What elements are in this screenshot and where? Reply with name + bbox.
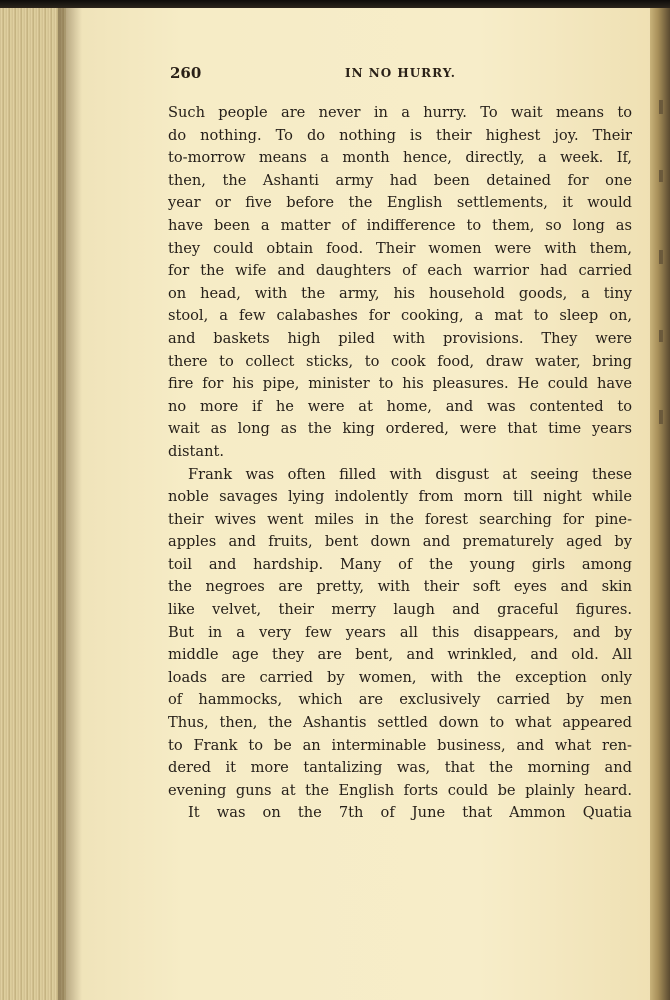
edge-text-bleed bbox=[659, 410, 663, 424]
text-line: like velvet, their merry laugh and graceful figures. bbox=[168, 601, 632, 619]
text-line: middle age they are bent, and wrinkled, and old. All bbox=[168, 646, 632, 664]
text-line: to-morrow means a month hence, directly, a week. If, bbox=[168, 149, 632, 167]
text-line: on head, with the army, his household goods, a tiny bbox=[168, 284, 632, 302]
text-line: then, the Ashanti army had been detained for one bbox=[168, 171, 632, 189]
text-line: there to collect sticks, to cook food, draw water, bring bbox=[168, 352, 632, 370]
text-line: Thus, then, the Ashantis settled down to what appeared bbox=[168, 714, 632, 732]
text-line: and baskets high piled with provisions. They were bbox=[168, 329, 632, 347]
text-line: no more if he were at home, and was contented to bbox=[168, 397, 632, 415]
text-line: to Frank to be an interminable business, and what ren- bbox=[168, 736, 632, 754]
text-line: noble savages lying indolently from morn till night while bbox=[168, 488, 632, 506]
text-line: wait as long as the king ordered, were that time years bbox=[168, 420, 632, 438]
text-line: It was on the 7th of June that Ammon Quatia bbox=[188, 804, 632, 822]
running-head: IN NO HURRY. bbox=[345, 66, 456, 80]
page-header bbox=[170, 64, 632, 86]
gutter-shadow bbox=[58, 8, 82, 1000]
right-page-edge bbox=[650, 8, 670, 1000]
text-line: But in a very few years all this disappears, and by bbox=[168, 623, 632, 641]
edge-text-bleed bbox=[659, 250, 663, 264]
edge-text-bleed bbox=[659, 330, 663, 342]
text-line: the negroes are pretty, with their soft eyes and skin bbox=[168, 578, 632, 596]
text-line: Such people are never in a hurry. To wait means to bbox=[168, 104, 632, 121]
page-number: 260 bbox=[170, 64, 202, 82]
text-line: for the wife and daughters of each warrior had carried bbox=[168, 262, 632, 280]
text-line: distant. bbox=[168, 442, 224, 460]
edge-text-bleed bbox=[659, 100, 663, 114]
text-line: have been a matter of indifference to them, so long as bbox=[168, 216, 632, 234]
text-line: their wives went miles in the forest searching for pine- bbox=[168, 510, 632, 528]
text-line: year or five before the English settlements, it would bbox=[168, 194, 632, 212]
text-line: fire for his pipe, minister to his pleasures. He could have bbox=[168, 375, 632, 393]
text-line: stool, a few calabashes for cooking, a mat to sleep on, bbox=[168, 307, 632, 325]
text-line: apples and fruits, bent down and prematurely aged by bbox=[168, 533, 632, 551]
text-line: of hammocks, which are exclusively carried by men bbox=[168, 691, 632, 709]
text-line: Frank was often filled with disgust at seeing these bbox=[188, 465, 632, 483]
body-text bbox=[168, 102, 632, 825]
text-line: loads are carried by women, with the exception only bbox=[168, 668, 632, 686]
text-line: they could obtain food. Their women were with them, bbox=[168, 239, 632, 257]
text-line: dered it more tantalizing was, that the morning and bbox=[168, 759, 632, 777]
edge-text-bleed bbox=[659, 170, 663, 182]
text-line: evening guns at the English forts could be plainly heard. bbox=[168, 781, 632, 799]
text-line: do nothing. To do nothing is their highest joy. Their bbox=[168, 126, 632, 144]
text-line: toil and hardship. Many of the young girls among bbox=[168, 555, 632, 573]
